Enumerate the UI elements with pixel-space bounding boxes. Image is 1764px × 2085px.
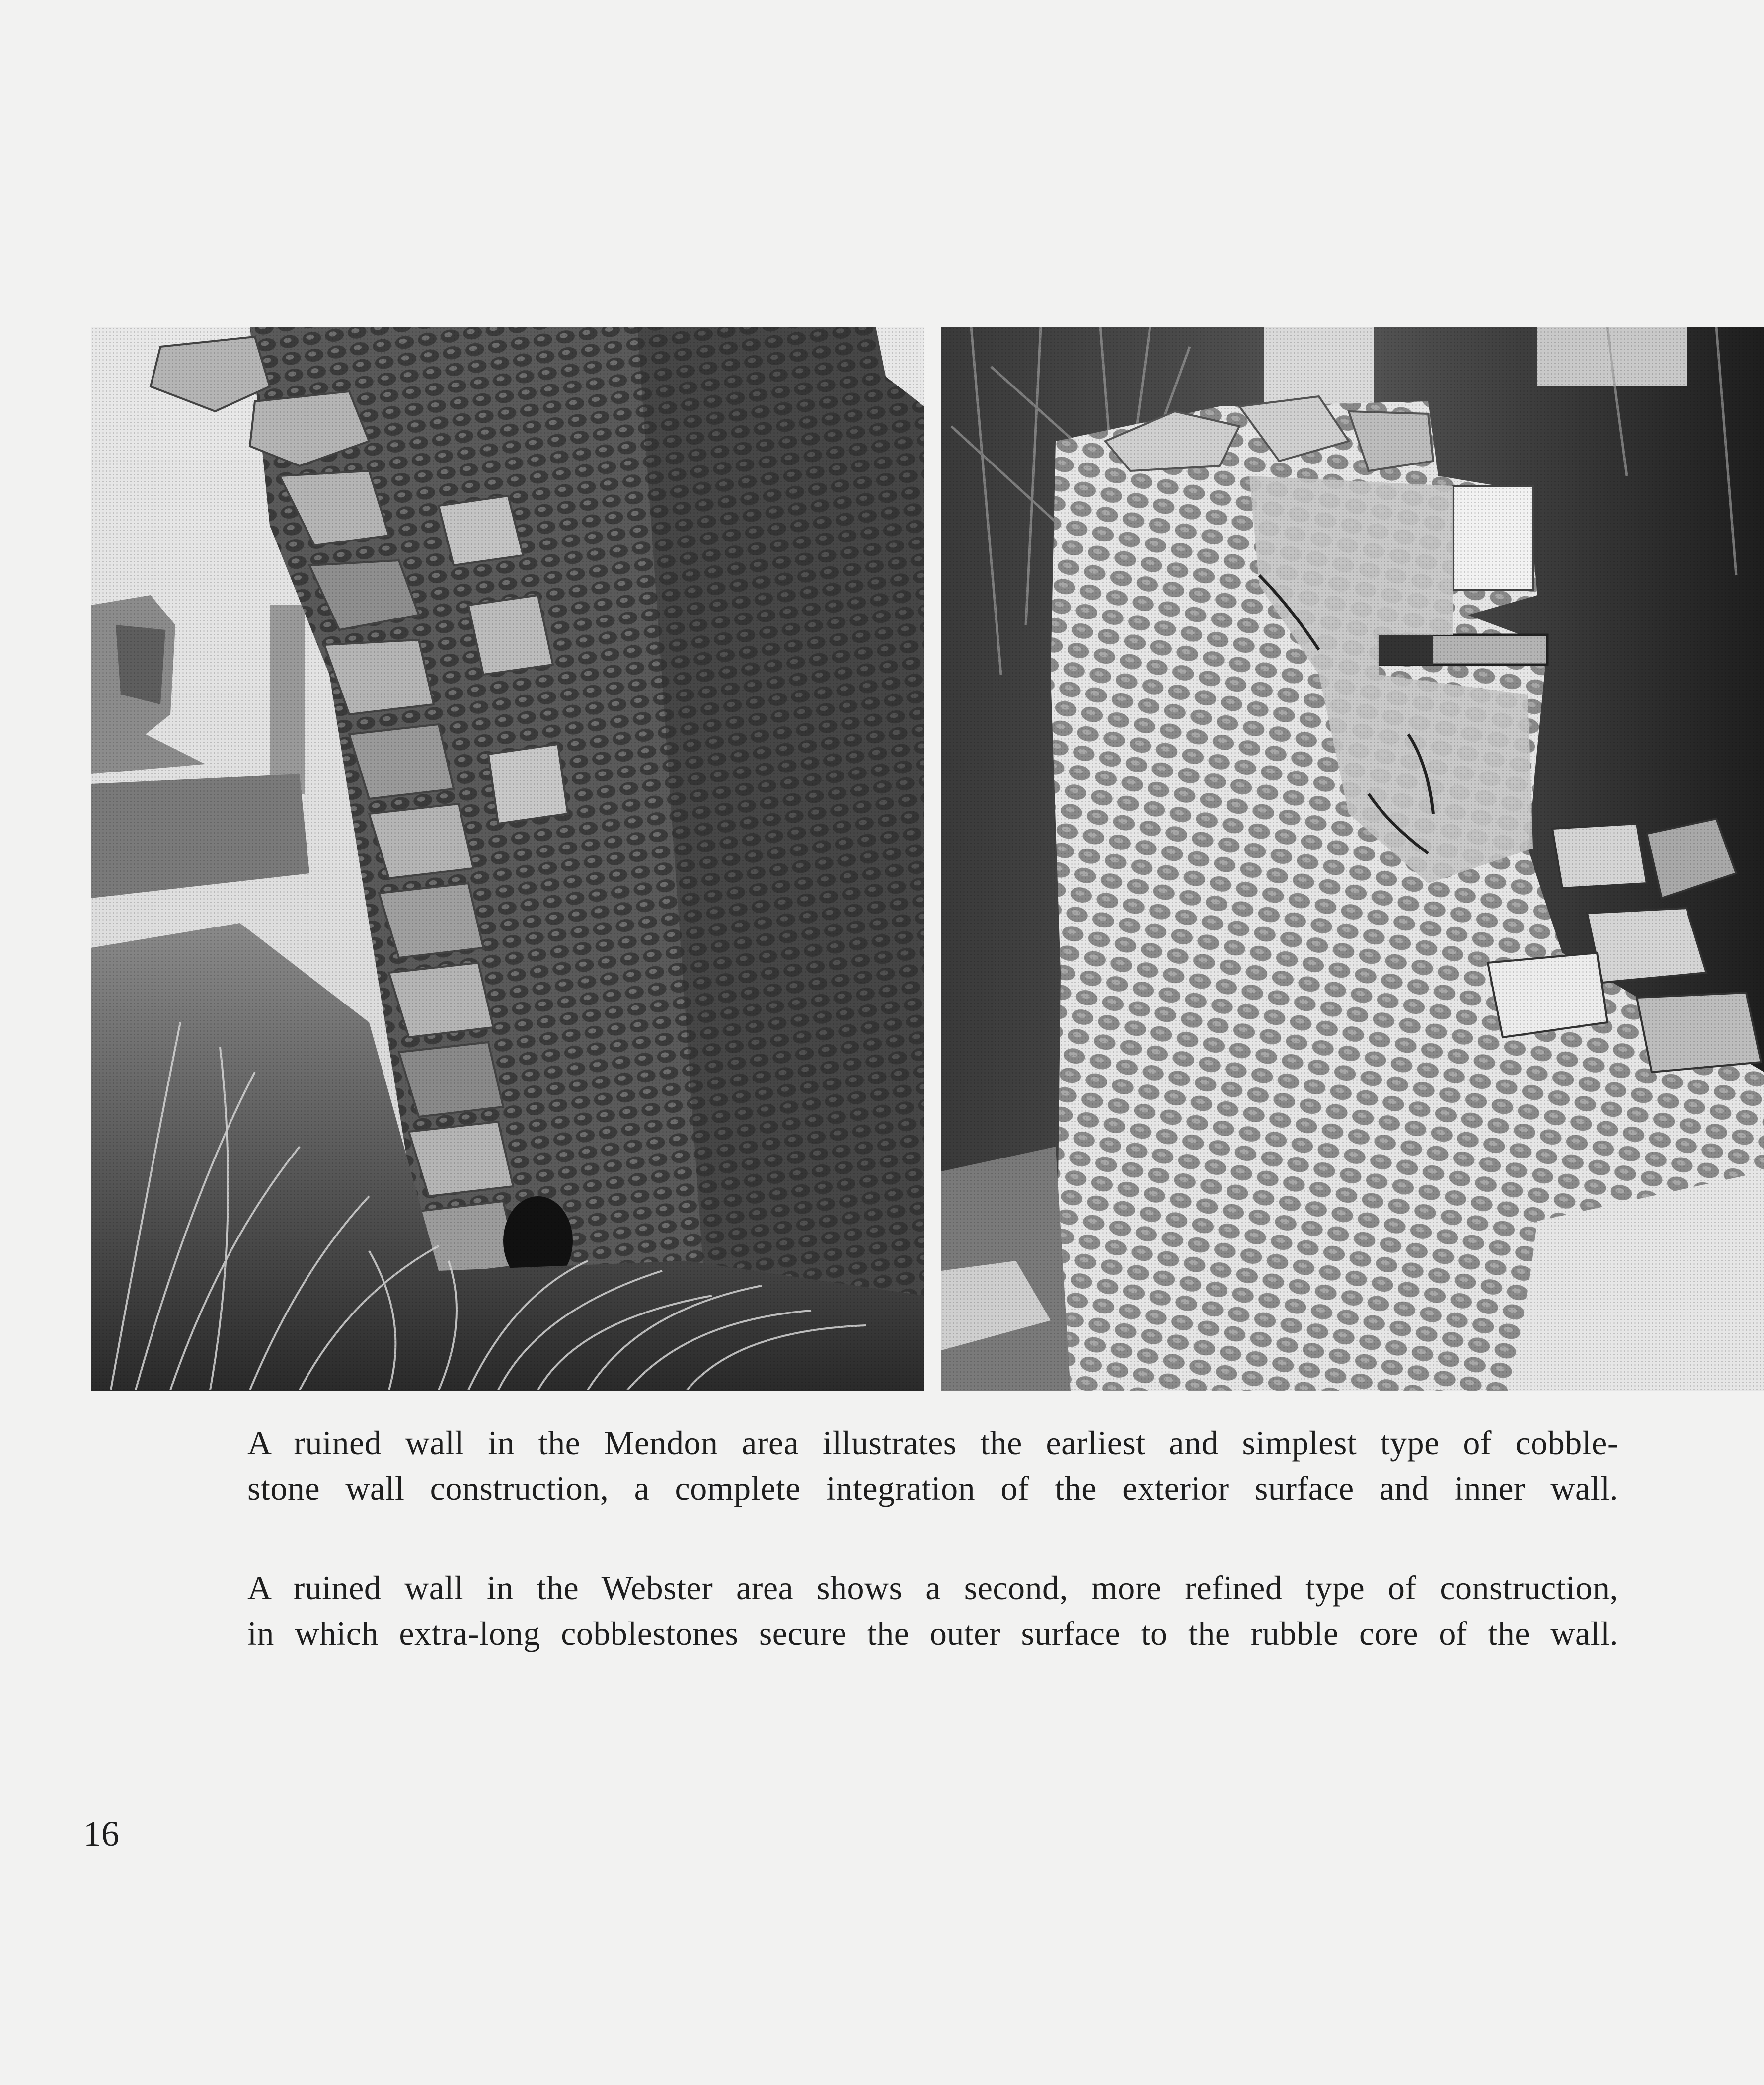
caption-line: A ruined wall in the Webster area shows a second, more refined type of construction, [247, 1569, 1618, 1607]
photo-webster-wall-image [941, 327, 1764, 1391]
caption-line: in which extra-long cobblestones secure the outer surface to the rubble core of the wall. [247, 1615, 1618, 1652]
caption-line: A ruined wall in the Mendon area illustrates the earliest and simplest type of cobble- [247, 1424, 1618, 1462]
caption-mendon [247, 1420, 1618, 1511]
photo-mendon-wall-image [91, 327, 924, 1391]
caption-webster [247, 1565, 1618, 1656]
caption-line: stone wall construction, a complete integration of the exterior surface and inner wall. [247, 1469, 1618, 1507]
page-number: 16 [83, 1814, 119, 1853]
photo-webster-wall [941, 327, 1764, 1391]
photo-mendon-wall [91, 327, 924, 1391]
